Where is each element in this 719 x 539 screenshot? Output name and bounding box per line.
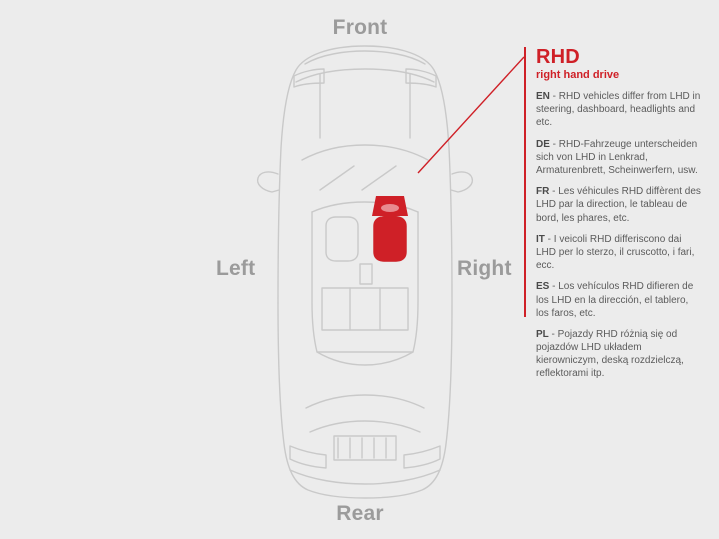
description-text: I veicoli RHD differiscono dai LHD per lo sterzo, il cruscotto, i fari, ecc. <box>536 233 695 272</box>
description-text: Les véhicules RHD diffèrent des LHD par la direction, le tableau de bord, les phares, etc. <box>536 186 701 224</box>
callout-leader-line <box>380 45 530 185</box>
direction-label-left: Left <box>216 257 256 280</box>
description-es <box>536 280 702 320</box>
description-separator: - <box>544 233 554 245</box>
direction-label-rear: Rear <box>336 502 384 525</box>
description-text: RHD-Fahrzeuge unterscheiden sich von LHD in Lenkrad, Armaturenbrett, Scheinwerfern, usw. <box>536 138 698 177</box>
description-en <box>536 90 702 130</box>
description-text: RHD vehicles differ from LHD in steering, dashboard, headlights and etc. <box>536 91 701 129</box>
panel-title: RHD <box>536 46 580 68</box>
rhd-highlight-region <box>372 196 408 261</box>
direction-label-front: Front <box>332 16 388 39</box>
description-separator: - <box>548 328 558 340</box>
description-separator: - <box>549 91 559 103</box>
description-lang-code: IT <box>536 233 545 245</box>
description-separator: - <box>549 186 559 198</box>
description-lang-code: EN <box>536 91 550 103</box>
rhd-info-panel <box>524 46 702 380</box>
description-pl <box>536 328 702 381</box>
description-text: Los vehículos RHD difieren de los LHD en la dirección, el tablero, los faros, etc. <box>536 281 694 319</box>
description-it <box>536 233 702 273</box>
description-text: Pojazdy RHD różnią się od pojazdów LHD układem kierowniczym, deską rozdzielczą, reflektorami itp. <box>536 328 684 380</box>
panel-subtitle: right hand drive <box>536 69 620 81</box>
description-lang-code: FR <box>536 186 550 198</box>
description-lang-code: PL <box>536 328 549 340</box>
direction-label-right: Right <box>457 257 512 280</box>
description-list <box>536 90 702 381</box>
description-fr <box>536 185 702 225</box>
description-lang-code: ES <box>536 281 550 293</box>
description-separator: - <box>549 281 559 293</box>
description-de <box>536 138 702 178</box>
description-lang-code: DE <box>536 138 550 150</box>
description-separator: - <box>549 138 559 150</box>
